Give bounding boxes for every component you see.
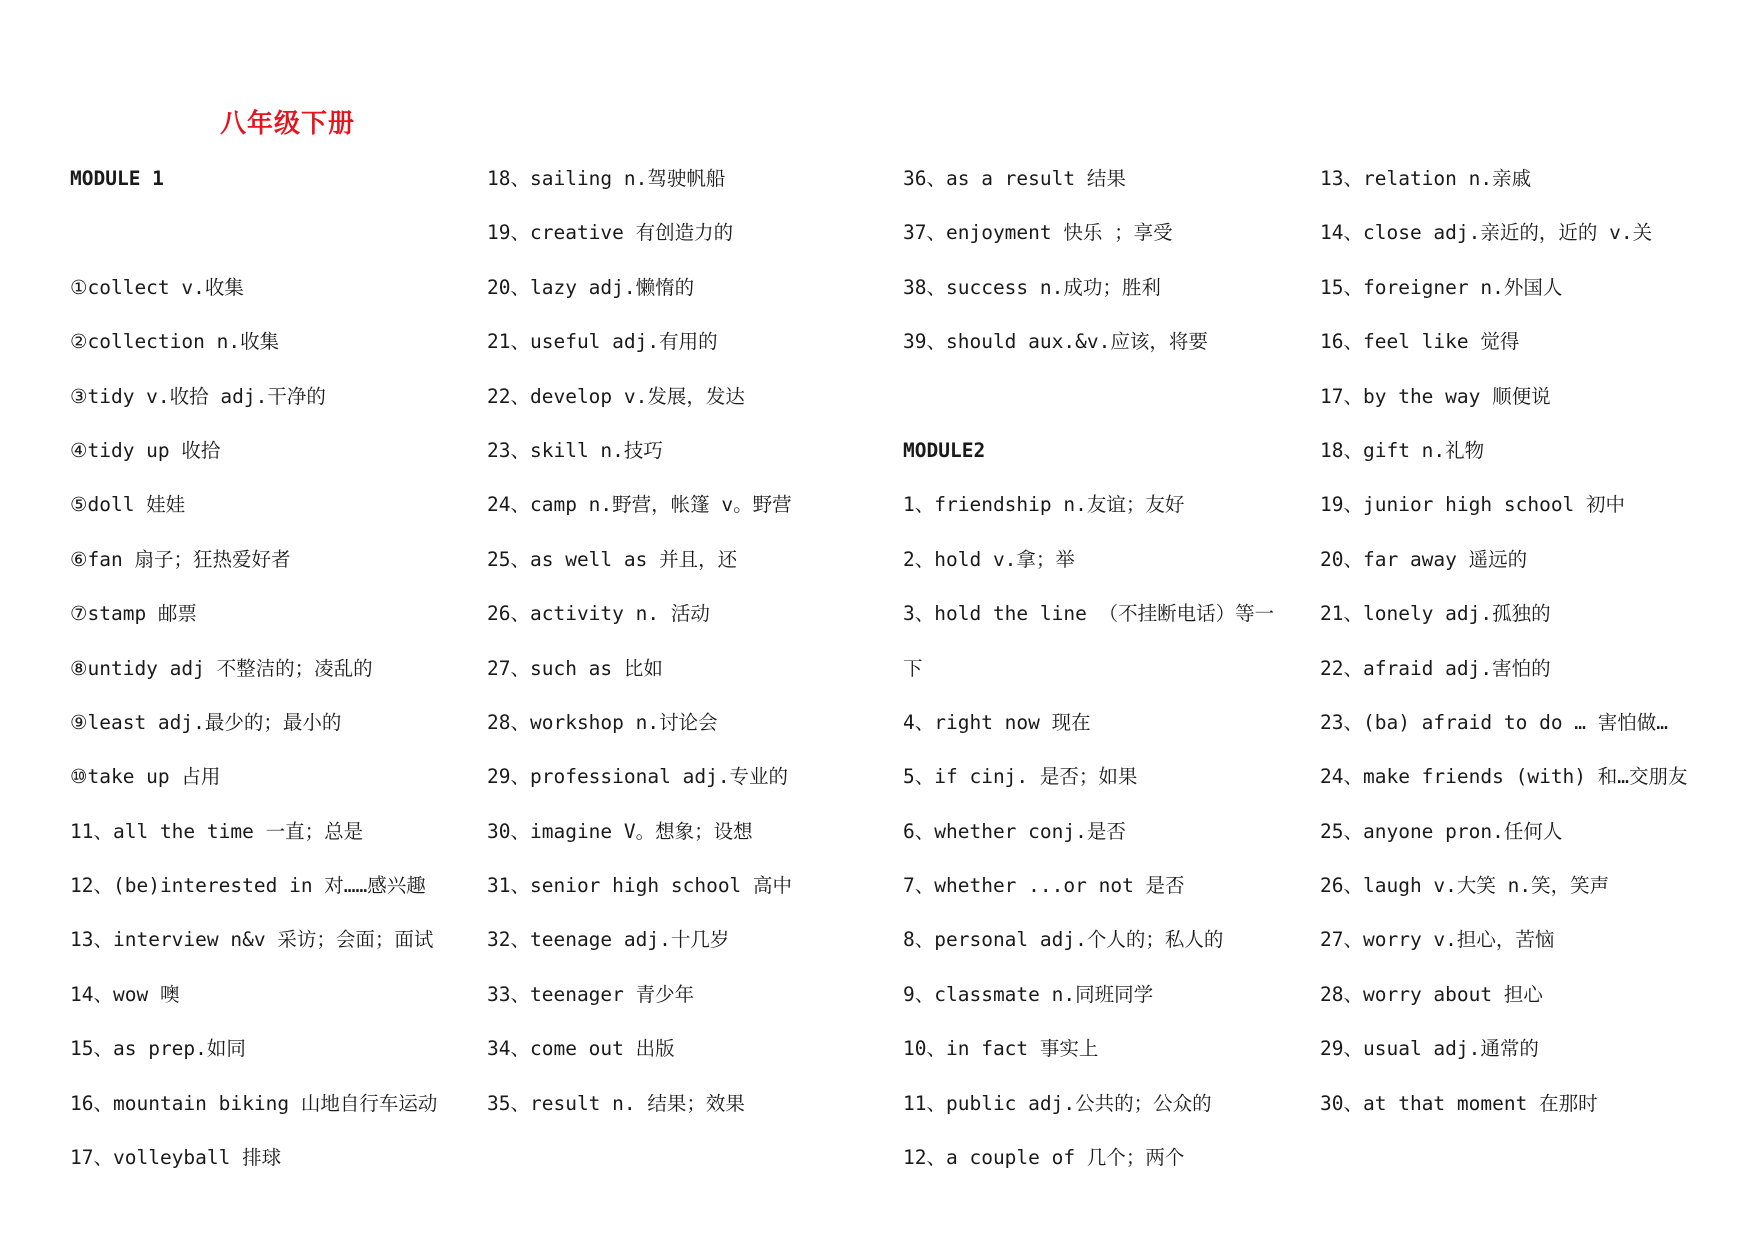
vocab-entry: 19、creative 有创造力的	[487, 221, 734, 245]
vocab-entry: 10、in fact 事实上	[903, 1037, 1099, 1061]
vocab-entry: 37、enjoyment 快乐 ；享受	[903, 221, 1173, 245]
module-2-heading: MODULE2	[903, 438, 986, 462]
vocab-column-4	[1320, 163, 1750, 1142]
vocab-entry: ③tidy v.收拾 adj.干净的	[70, 384, 326, 408]
vocab-entry: 39、should aux.&v.应该，将要	[903, 330, 1208, 354]
vocab-entry: 12、(be)interested in 对……感兴趣	[70, 874, 426, 898]
vocab-entry: 20、far away 遥远的	[1320, 547, 1528, 571]
vocab-entry: 1、friendship n.友谊；友好	[903, 493, 1185, 517]
vocab-entry: 18、gift n.礼物	[1320, 438, 1485, 462]
vocab-entry: ①collect v.收集	[70, 275, 244, 299]
vocab-entry: ⑥fan 扇子；狂热爱好者	[70, 547, 291, 571]
vocab-entry: ⑨least adj.最少的；最小的	[70, 710, 342, 734]
vocab-entry: ④tidy up 收拾	[70, 438, 221, 462]
vocab-entry: 11、public adj.公共的；公众的	[903, 1091, 1212, 1115]
vocab-entry: 18、sailing n.驾驶帆船	[487, 167, 726, 190]
vocab-entry: 19、junior high school 初中	[1320, 493, 1626, 517]
vocab-entry: 9、classmate n.同班同学	[903, 982, 1154, 1006]
vocab-entry: 16、feel like 觉得	[1320, 330, 1520, 354]
vocab-entry: 7、whether ...or not 是否	[903, 874, 1185, 898]
vocab-entry: 24、make friends (with) 和…交朋友	[1320, 765, 1688, 789]
vocab-entry: 21、lonely adj.孤独的	[1320, 602, 1551, 626]
vocab-entry: 30、at that moment 在那时	[1320, 1091, 1598, 1115]
vocab-entry: 16、mountain biking 山地自行车运动	[70, 1091, 438, 1115]
vocab-entry: 25、as well as 并且，还	[487, 547, 738, 571]
vocab-entry: 27、worry v.担心，苦恼	[1320, 928, 1555, 952]
vocab-entry: 6、whether conj.是否	[903, 819, 1126, 843]
vocab-entry: 4、right now 现在	[903, 710, 1091, 734]
vocab-entry: 26、activity n. 活动	[487, 602, 710, 626]
vocab-entry: 30、imagine V。想象；设想	[487, 819, 753, 843]
vocab-entry: 17、by the way 顺便说	[1320, 384, 1551, 408]
vocab-entry: 5、if cinj. 是否；如果	[903, 765, 1138, 789]
vocab-entry: 31、senior high school 高中	[487, 874, 793, 898]
vocab-entry: 29、professional adj.专业的	[487, 765, 789, 789]
vocab-entry: 2、hold v.拿；举	[903, 547, 1075, 571]
vocab-column-2	[487, 163, 907, 1142]
module-1-heading: MODULE 1	[70, 167, 164, 190]
blank-line	[70, 217, 490, 271]
vocab-entry: 17、volleyball 排球	[70, 1146, 282, 1170]
vocab-column-1	[70, 163, 490, 1196]
vocab-entry: ⑦stamp 邮票	[70, 602, 197, 626]
vocab-entry: 24、camp n.野营，帐篷 v。野营	[487, 493, 792, 517]
vocab-entry: 14、wow 噢	[70, 982, 180, 1006]
vocab-entry: 8、personal adj.个人的；私人的	[903, 928, 1224, 952]
vocab-entry: 27、such as 比如	[487, 656, 663, 680]
vocab-entry: 13、interview n&v 采访；会面；面试	[70, 928, 434, 952]
vocab-entry: 29、usual adj.通常的	[1320, 1037, 1539, 1061]
vocab-column-3	[903, 163, 1283, 1196]
vocab-entry: 35、result n. 结果；效果	[487, 1091, 745, 1115]
vocab-entry: 33、teenager 青少年	[487, 982, 695, 1006]
vocab-entry: 26、laugh v.大笑 n.笑，笑声	[1320, 874, 1610, 898]
vocab-entry: 14、close adj.亲近的，近的 v.关	[1320, 221, 1653, 245]
vocab-entry: 21、useful adj.有用的	[487, 330, 718, 354]
vocab-entry: ②collection n.收集	[70, 330, 280, 354]
vocab-entry: 12、a couple of 几个；两个	[903, 1146, 1185, 1170]
vocab-entry-continuation: 下	[903, 656, 923, 680]
vocab-entry: 23、skill n.技巧	[487, 438, 663, 462]
vocab-entry: 23、(ba) afraid to do … 害怕做…	[1320, 710, 1669, 734]
vocab-entry: 13、relation n.亲戚	[1320, 167, 1532, 190]
vocab-entry: 28、worry about 担心	[1320, 982, 1543, 1006]
vocab-entry: 15、foreigner n.外国人	[1320, 275, 1563, 299]
blank-line	[903, 381, 1283, 435]
vocab-entry: 36、as a result 结果	[903, 167, 1126, 190]
vocab-entry: 32、teenage adj.十几岁	[487, 928, 730, 952]
page-title: 八年级下册	[220, 109, 356, 139]
vocab-entry: ⑤doll 娃娃	[70, 493, 186, 517]
vocab-entry: 20、lazy adj.懒惰的	[487, 275, 695, 299]
vocab-entry: 38、success n.成功；胜利	[903, 275, 1161, 299]
vocab-entry: ⑧untidy adj 不整洁的；凌乱的	[70, 656, 373, 680]
vocab-entry: 15、as prep.如同	[70, 1037, 246, 1061]
vocab-entry: 11、all the time 一直；总是	[70, 819, 364, 843]
vocab-entry: 3、hold the line （不挂断电话）等一	[903, 602, 1275, 626]
vocab-entry: 34、come out 出版	[487, 1037, 675, 1061]
vocab-entry: 25、anyone pron.任何人	[1320, 819, 1563, 843]
vocab-entry: 22、afraid adj.害怕的	[1320, 656, 1551, 680]
vocab-entry: 28、workshop n.讨论会	[487, 710, 718, 734]
vocab-entry: 22、develop v.发展，发达	[487, 384, 745, 408]
vocab-entry: ⑩take up 占用	[70, 765, 221, 789]
